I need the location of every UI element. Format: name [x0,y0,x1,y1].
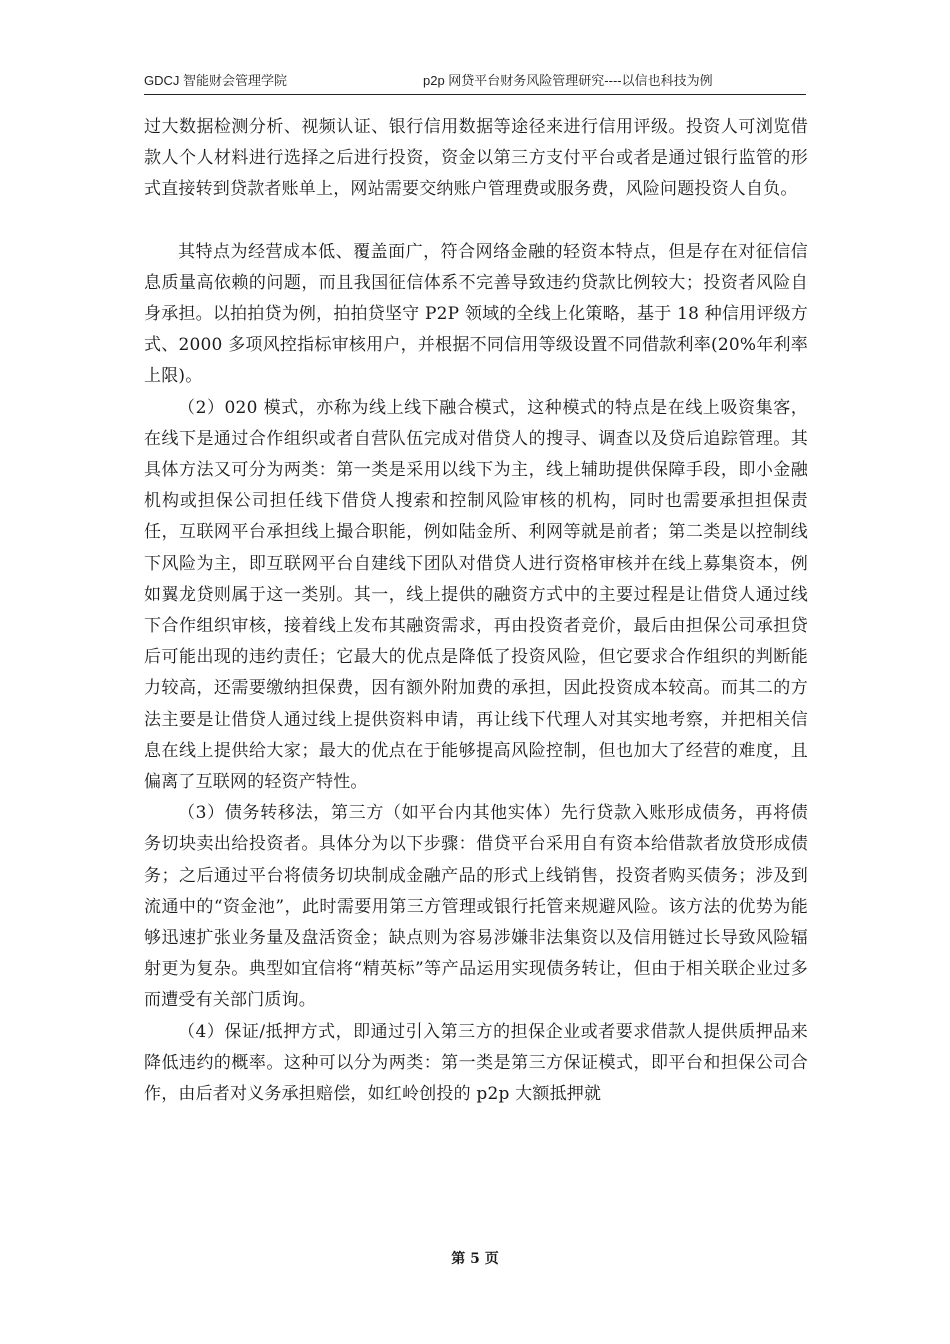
paragraph-o2o-model: （2）020 模式，亦称为线上线下融合模式，这种模式的特点是在线上吸资集客，在线下是通过合作组织或者自营队伍完成对借贷人的搜寻、调查以及贷后追踪管理。其具体方法又可分为两类：第一类是采用以线下为主，线上辅助提供保障手段，即小金融机构或担保公司担任线下借贷人搜索和控制风险审核的机构，同时也需要承担担保责任，互联网平台承担线上撮合职能，例如陆金所、利网等就是前者；第二类是以控制线下风险为主，即互联网平台自建线下团队对借贷人进行资格审核并在线上募集资本，例如翼龙贷则属于这一类别。其一，线上提供的融资方式中的主要过程是让借贷人通过线下合作组织审核，接着线上发布其融资需求，再由投资者竞价，最后由担保公司承担贷后可能出现的违约责任；它最大的优点是降低了投资风险，但它要求合作组织的判断能力较高，还需要缴纳担保费，因有额外附加费的承担，因此投资成本较高。而其二的方法主要是让借贷人通过线上提供资料申请，再让线下代理人对其实地考察，并把相关信息在线上提供给大家；最大的优点在于能够提高风险控制，但也加大了经营的难度，且偏离了互联网的轻资产特性。 [144,397,808,793]
page-number: 第 5 页 [451,1251,499,1267]
paragraph-debt-transfer: （3）债务转移法，第三方（如平台内其他实体）先行贷款入账形成债务，再将债务切块卖出给投资者。具体分为以下步骤：借贷平台采用自有资本给借款者放贷形成债务；之后通过平台将债务切块制成金融产品的形式上线销售，投资者购买债务；涉及到流通中的“资金池”，此时需要用第三方管理或银行托管来规避风险。该方法的优势为能够迅速扩张业务量及盘活资金；缺点则为容易涉嫌非法集资以及信用链过长导致风险辐射更为复杂。典型如宜信将“精英标”等产品运用实现债务转让，但由于相关联企业过多而遭受有关部门质询。 [144,803,808,1011]
header-paper-title: p2p 网贷平台财务风险管理研究----以信也科技为例 [423,73,713,88]
running-header [144,70,806,90]
paragraph-guarantee: （4）保证/抵押方式，即通过引入第三方的担保企业或者要求借款人提供质押品来降低违约的概率。这种可以分为两类：第一类是第三方保证模式，即平台和担保公司合作，由后者对义务承担赔偿，如红岭创投的 p2p 大额抵押就 [144,1021,808,1105]
header-divider [144,94,806,95]
paragraph-features: 其特点为经营成本低、覆盖面广，符合网络金融的轻资本特点，但是存在对征信信息质量高依赖的问题，而且我国征信体系不完善导致违约贷款比例较大；投资者风险自身承担。以拍拍贷为例，拍拍贷坚守 P2P 领域的全线上化策略，基于 18 种信用评级方式、2000 多项风控指标审核用户，并根据不同信用等级设置不同借款利率(20%年利率上限)。 [144,241,808,387]
document-body [144,112,808,1110]
header-institution: GDCJ 智能财会管理学院 [144,73,288,88]
paragraph-continued: 过大数据检测分析、视频认证、银行信用数据等途径来进行信用评级。投资人可浏览借款人个人材料进行选择之后进行投资，资金以第三方支付平台或者是通过银行监管的形式直接转到贷款者账单上，网站需要交纳账户管理费或服务费，风险问题投资人自负。 [144,117,808,200]
